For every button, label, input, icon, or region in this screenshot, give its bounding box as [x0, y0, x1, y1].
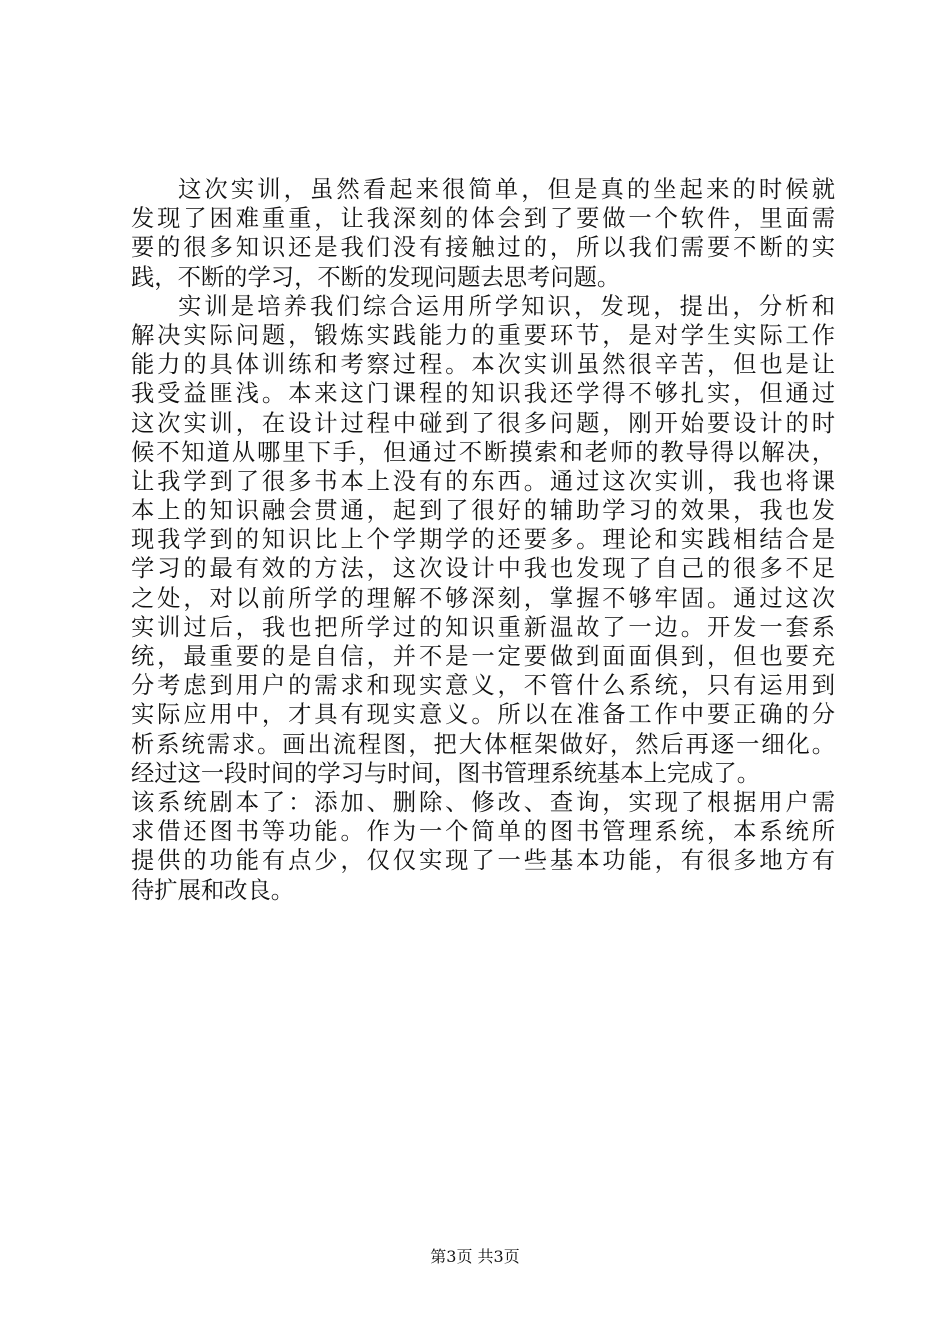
paragraph-2-line: 解决实际问题，锻炼实践能力的重要环节，是对学生实际工作	[131, 321, 835, 349]
paragraph-2-line: 让我学到了很多书本上没有的东西。通过这次实训，我也将课	[131, 467, 835, 495]
document-body	[131, 175, 835, 905]
paragraph-1-line: 要的很多知识还是我们没有接触过的，所以我们需要不断的实	[131, 234, 835, 262]
paragraph-2-line: 经过这一段时间的学习与时间，图书管理系统基本上完成了。	[131, 759, 761, 787]
paragraph-2-line: 能力的具体训练和考察过程。本次实训虽然很辛苦，但也是让	[131, 351, 835, 379]
paragraph-2-line: 析系统需求。画出流程图，把大体框架做好，然后再逐一细化。	[131, 730, 835, 758]
paragraph-2-line: 统，最重要的是自信，并不是一定要做到面面俱到，但也要充	[131, 643, 835, 670]
paragraph-2-line: 提供的功能有点少，仅仅实现了一些基本功能，有很多地方有	[131, 847, 835, 875]
paragraph-1-line: 这次实训，虽然看起来很简单，但是真的坐起来的时候就	[178, 176, 835, 203]
paragraph-2-line: 求借还图书等功能。作为一个简单的图书管理系统，本系统所	[131, 818, 835, 846]
paragraph-2-line: 候不知道从哪里下手，但通过不断摸索和老师的教导得以解决，	[131, 438, 835, 466]
paragraph-2-line: 实训过后，我也把所学过的知识重新温故了一边。开发一套系	[131, 613, 835, 641]
page-number-footer: 第3页 共3页	[430, 1247, 520, 1266]
paragraph-1-line: 发现了困难重重，让我深刻的体会到了要做一个软件，里面需	[131, 205, 835, 233]
paragraph-2-line: 学习的最有效的方法，这次设计中我也发现了自己的很多不足	[131, 555, 835, 583]
paragraph-2-line: 本上的知识融会贯通，起到了很好的辅助学习的效果，我也发	[131, 497, 835, 525]
paragraph-2-line: 这次实训，在设计过程中碰到了很多问题，刚开始要设计的时	[131, 409, 835, 437]
paragraph-2-line: 我受益匪浅。本来这门课程的知识我还学得不够扎实，但通过	[131, 380, 835, 408]
paragraph-2-line: 分考虑到用户的需求和现实意义，不管什么系统，只有运用到	[131, 672, 835, 700]
paragraph-2-line: 实训是培养我们综合运用所学知识，发现，提出，分析和	[178, 292, 835, 320]
paragraph-1-line: 践，不断的学习，不断的发现问题去思考问题。	[131, 263, 621, 291]
paragraph-2-line: 实际应用中，才具有现实意义。所以在准备工作中要正确的分	[131, 701, 835, 729]
paragraph-2-line: 该系统剧本了：添加、删除、修改、查询，实现了根据用户需	[131, 788, 835, 816]
paragraph-2-line: 待扩展和改良。	[131, 876, 295, 904]
paragraph-2-line: 之处，对以前所学的理解不够深刻，掌握不够牢固。通过这次	[131, 584, 835, 612]
paragraph-2-line: 现我学到的知识比上个学期学的还要多。理论和实践相结合是	[131, 526, 835, 554]
